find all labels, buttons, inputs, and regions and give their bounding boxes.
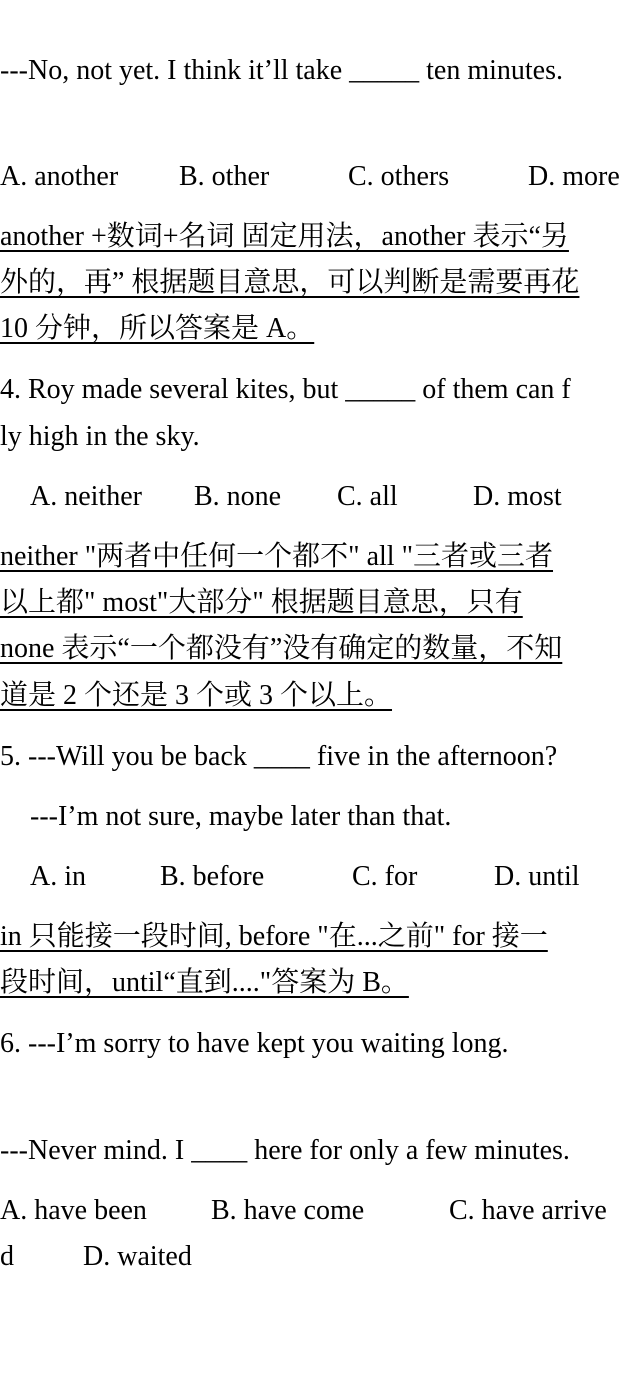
- q6-option-d: D. waited: [83, 1241, 192, 1272]
- q5-option-c: C. for: [352, 861, 418, 892]
- q3-explanation-line: 10 分钟，所以答案是 A。: [0, 313, 315, 344]
- q4-explanation-line: neither "两者中任何一个都不" all "三者或三者: [0, 541, 554, 572]
- q3-explanation-line: another +数词+名词 固定用法，another 表示“另: [0, 221, 569, 252]
- q6-option-b: B. have come: [211, 1195, 365, 1226]
- q6-reply: ---Never mind. I ____ here for only a few minutes.: [0, 1135, 570, 1166]
- q6-option-a: A. have been: [0, 1195, 147, 1226]
- q3-option-b: B. other: [179, 161, 270, 192]
- q5-option-d: D. until: [494, 861, 580, 892]
- q6-question: 6. ---I’m sorry to have kept you waiting long.: [0, 1028, 509, 1059]
- q3-option-d: D. more: [528, 161, 620, 192]
- q3-option-a: A. another: [0, 161, 119, 192]
- q3-option-c: C. others: [348, 161, 450, 192]
- q6-option-c-continued: d: [0, 1241, 14, 1272]
- q4-option-b: B. none: [194, 481, 282, 512]
- q3-reply: ---No, not yet. I think it’ll take _____ ten minutes.: [0, 55, 564, 86]
- q4-explanation-line: 以上都" most"大部分" 根据题目意思，只有: [0, 587, 523, 618]
- q4-question-line: 4. Roy made several kites, but _____ of them can f: [0, 374, 571, 405]
- q4-option-c: C. all: [337, 481, 398, 512]
- q4-option-d: D. most: [473, 481, 562, 512]
- q5-question: 5. ---Will you be back ____ five in the afternoon?: [0, 741, 558, 772]
- q4-explanation-line: none 表示“一个都没有”没有确定的数量，不知: [0, 633, 563, 664]
- q4-question-line: ly high in the sky.: [0, 421, 200, 452]
- q4-option-a: A. neither: [30, 481, 142, 512]
- q5-option-b: B. before: [160, 861, 265, 892]
- q3-explanation-line: 外的，再” 根据题目意思，可以判断是需要再花: [0, 267, 580, 298]
- q5-explanation-line: in 只能接一段时间, before "在...之前" for 接一: [0, 921, 548, 952]
- q5-explanation-line: 段时间，until“直到...."答案为 B。: [0, 967, 409, 998]
- q5-reply: ---I’m not sure, maybe later than that.: [30, 801, 452, 832]
- q6-option-c: C. have arrive: [449, 1195, 607, 1226]
- q5-option-a: A. in: [30, 861, 86, 892]
- q4-explanation-line: 道是 2 个还是 3 个或 3 个以上。: [0, 680, 393, 711]
